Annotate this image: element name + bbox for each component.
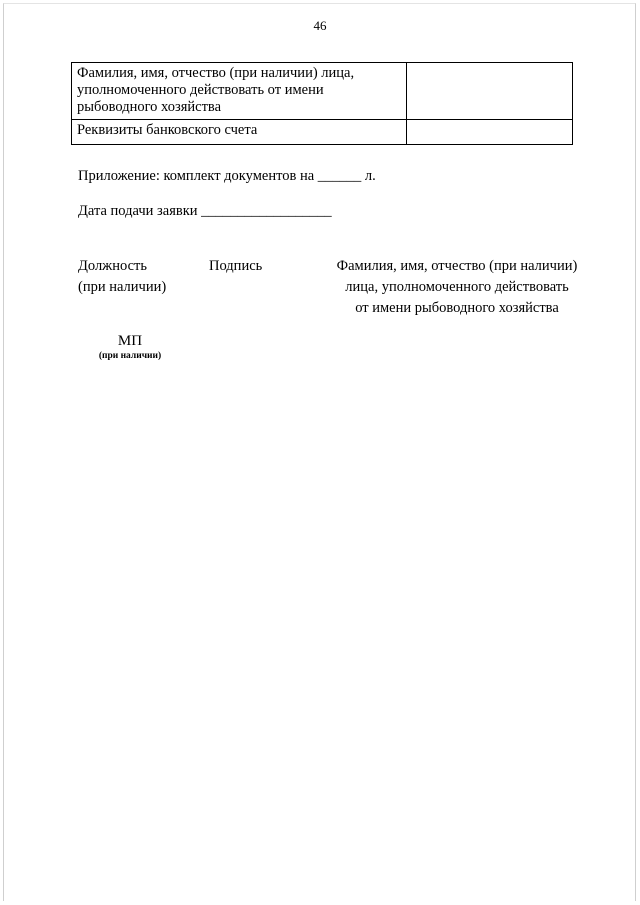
authorized-person-label-cell [72, 63, 407, 120]
position-label [78, 256, 166, 298]
signatory-name-line-3: от имени рыбоводного хозяйства [355, 300, 559, 316]
applicant-details-table [71, 62, 573, 145]
authorized-person-label-line-2: уполномоченного действовать от имени [77, 82, 324, 98]
table-row [72, 63, 573, 120]
bank-details-label: Реквизиты банковского счета [77, 122, 258, 138]
page-number: 46 [313, 18, 327, 33]
table-row [72, 120, 573, 145]
signatory-name-label [322, 256, 592, 319]
stamp-block [90, 332, 170, 362]
authorized-person-label-line-3: рыбоводного хозяйства [77, 99, 222, 115]
bank-details-value-cell[interactable] [407, 120, 573, 145]
position-label-line-1: Должность [78, 258, 147, 274]
bank-details-label-cell [72, 120, 407, 145]
signatory-name-line-1: Фамилия, имя, отчество (при наличии) [336, 258, 578, 274]
filing-date-line: Дата подачи заявки __________________ [78, 203, 332, 219]
signature-label: Подпись [209, 258, 263, 274]
authorized-person-label-line-1: Фамилия, имя, отчество (при наличии) лица, [77, 65, 355, 81]
stamp-note: (при наличии) [98, 351, 162, 361]
signatory-name-line-2: лица, уполномоченного действовать [345, 279, 569, 295]
stamp-label: МП [117, 333, 143, 349]
attachment-line: Приложение: комплект документов на ______ л. [78, 168, 376, 184]
authorized-person-value-cell[interactable] [407, 63, 573, 120]
position-label-line-2: (при наличии) [78, 279, 167, 295]
